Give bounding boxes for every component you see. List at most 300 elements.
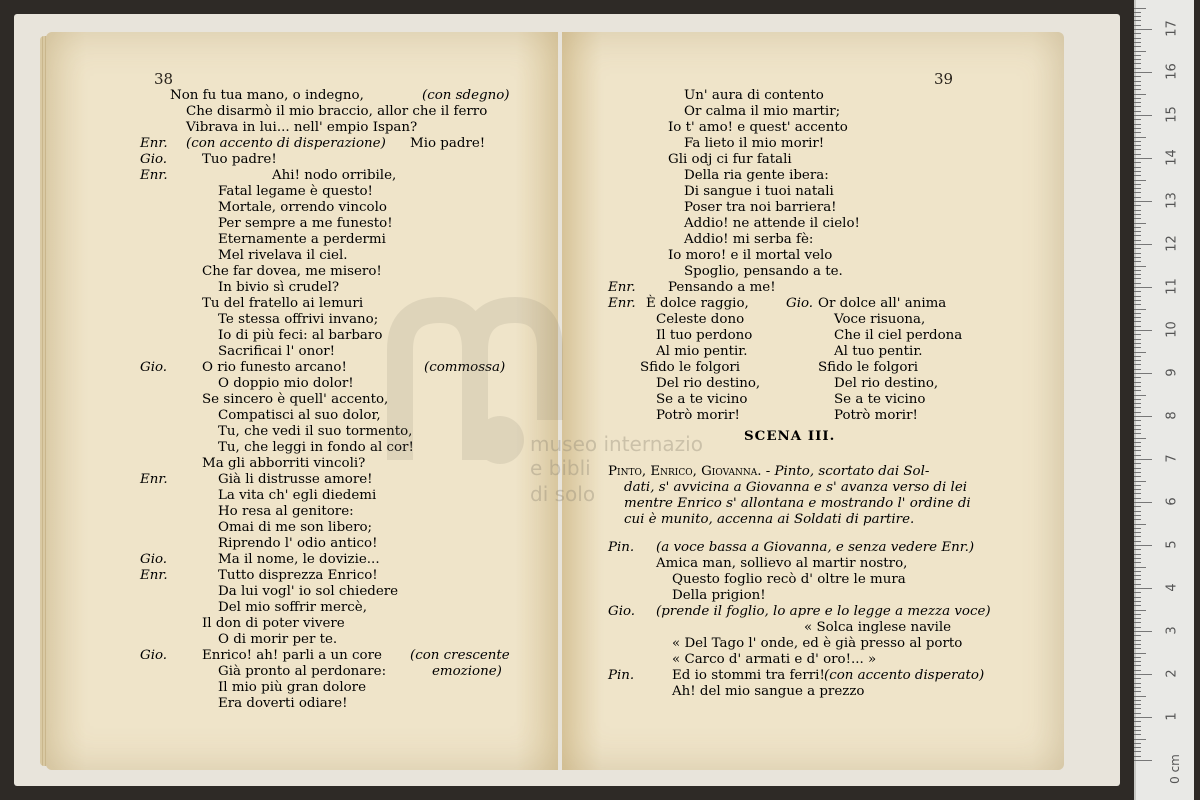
ruler-number: 9: [1164, 368, 1180, 377]
scene-stage-direction: [624, 480, 967, 496]
ruler-tick: [1134, 442, 1141, 443]
speaker-label: Gio.: [140, 648, 168, 663]
ruler-tick: [1134, 81, 1141, 82]
verse-line: Della ria gente ibera:: [684, 168, 829, 183]
ruler-number: 16: [1164, 63, 1180, 80]
ruler-tick: [1134, 46, 1141, 47]
stage-direction: (con accento disperato): [824, 668, 985, 683]
ruler-tick: [1134, 601, 1141, 602]
ruler-tick: [1134, 610, 1146, 611]
ruler-tick: [1134, 231, 1141, 232]
verse-line: Non fu tua mano, o indegno,: [170, 88, 364, 103]
ruler-tick: [1134, 481, 1146, 482]
ruler-tick: [1134, 446, 1141, 447]
verse-line: Se a te vicino: [834, 392, 926, 407]
ruler-tick: [1134, 756, 1141, 757]
verse-line: Ahi! nodo orribile,: [272, 168, 397, 183]
verse-line: Al mio pentir.: [656, 344, 748, 359]
stage-direction: (prende il foglio, lo apre e lo legge a mezza voce): [656, 604, 991, 619]
verse-line: Sacrificai l' onor!: [218, 344, 336, 359]
stage-direction-text: - Pinto, scortato dai Sol-: [761, 464, 930, 479]
ruler-tick: [1134, 124, 1141, 125]
verse-line: Mortale, orrendo vincolo: [218, 200, 387, 215]
ruler-tick: [1134, 352, 1146, 353]
ruler-tick: [1134, 524, 1146, 525]
ruler-number: 1: [1164, 712, 1180, 721]
ruler-tick: [1134, 605, 1141, 606]
ruler-tick: [1134, 691, 1141, 692]
scene-stage-direction: [624, 512, 914, 528]
ruler-tick: [1134, 721, 1141, 722]
verse-line: Poser tra noi barriera!: [684, 200, 837, 215]
ruler-tick: [1134, 205, 1141, 206]
ruler-tick: [1134, 653, 1146, 654]
verse-line: Ed io stommi tra ferri!: [672, 668, 825, 683]
verse-line: Del rio destino,: [656, 376, 761, 391]
ruler-tick: [1134, 244, 1152, 245]
ruler-tick: [1134, 55, 1141, 56]
ruler-tick: [1134, 115, 1152, 116]
ruler-tick: [1134, 261, 1141, 262]
ruler-number: 6: [1164, 497, 1180, 506]
verse-line: Tu, che leggi in fondo al cor!: [218, 440, 414, 455]
stage-direction-text: dati, s' avvicina a Giovanna e s' avanza verso di lei: [624, 480, 968, 495]
ruler-tick: [1134, 20, 1141, 21]
ruler-tick: [1134, 266, 1146, 267]
speaker-label: Gio.: [608, 604, 636, 619]
verse-line: Che far dovea, me misero!: [202, 264, 382, 279]
verse-line: Sfido le folgori: [818, 360, 919, 375]
verse-line: Da lui vogl' io sol chiedere: [218, 584, 399, 599]
speaker-label: Gio.: [786, 296, 814, 311]
verse-line: O doppio mio dolor!: [218, 376, 354, 391]
verse-line: Che disarmò il mio braccio, allor che il ferro: [186, 104, 488, 119]
ruler-tick: [1134, 42, 1141, 43]
ruler-tick: [1134, 223, 1146, 224]
verse-line: Del mio soffrir mercè,: [218, 600, 367, 615]
ruler-tick: [1134, 730, 1141, 731]
verse-line: Ma gli abborriti vincoli?: [202, 456, 366, 471]
ruler-number: 14: [1164, 149, 1180, 166]
page-number-right: 39: [934, 70, 954, 88]
stage-direction: (a voce bassa a Giovanna, e senza vedere Enr.): [656, 540, 975, 555]
verse-line: Il don di poter vivere: [202, 616, 345, 631]
ruler-tick: [1134, 571, 1141, 572]
verse-line: Ma il nome, le dovizie...: [218, 552, 380, 567]
ruler-tick: [1134, 343, 1141, 344]
ruler-tick: [1134, 287, 1152, 288]
ruler-tick: [1134, 8, 1146, 9]
ruler-tick: [1134, 747, 1141, 748]
ruler-tick: [1134, 240, 1141, 241]
ruler-tick: [1134, 395, 1146, 396]
verse-line: Ah! del mio sangue a prezzo: [672, 684, 865, 699]
ruler-tick: [1134, 106, 1141, 107]
ruler-tick: [1134, 149, 1141, 150]
stage-direction: (con sdegno): [422, 88, 510, 103]
ruler-tick: [1134, 708, 1141, 709]
verse-line: Io t' amo! e quest' accento: [668, 120, 848, 135]
ruler-tick: [1134, 192, 1141, 193]
ruler-tick: [1134, 541, 1141, 542]
ruler-tick: [1134, 687, 1141, 688]
ruler-tick: [1134, 296, 1141, 297]
verse-line: Della prigion!: [672, 588, 766, 603]
ruler-tick: [1134, 390, 1141, 391]
ruler-tick: [1134, 438, 1146, 439]
ruler-tick: [1134, 511, 1141, 512]
verse-line: Il tuo perdono: [656, 328, 753, 343]
verse-line: La vita ch' egli diedemi: [218, 488, 377, 503]
ruler-number: 4: [1164, 583, 1180, 592]
ruler-tick: [1134, 158, 1152, 159]
ruler-number: 12: [1164, 235, 1180, 252]
verse-line: Sfido le folgori: [640, 360, 741, 375]
ruler-number: 8: [1164, 411, 1180, 420]
scene-stage-direction: [608, 464, 929, 480]
ruler-tick: [1134, 627, 1141, 628]
verse-line: « Carco d' armati e d' oro!... »: [672, 652, 877, 667]
ruler-tick: [1134, 696, 1146, 697]
verse-line: « Del Tago l' onde, ed è già presso al porto: [672, 636, 963, 651]
ruler-tick: [1134, 493, 1141, 494]
stage-direction: (con crescente: [410, 648, 510, 663]
ruler-tick: [1134, 403, 1141, 404]
ruler-number: 7: [1164, 454, 1180, 463]
ruler-tick: [1134, 162, 1141, 163]
ruler-tick: [1134, 98, 1141, 99]
ruler-tick: [1134, 360, 1141, 361]
ruler-tick: [1134, 309, 1146, 310]
ruler-tick: [1134, 68, 1141, 69]
ruler-tick: [1134, 377, 1141, 378]
ruler-tick: [1134, 321, 1141, 322]
verse-line: Era doverti odiare!: [218, 696, 348, 711]
ruler-tick: [1134, 180, 1146, 181]
ruler-tick: [1134, 635, 1141, 636]
ruler-number: 13: [1164, 192, 1180, 209]
speaker-label: Enr.: [140, 568, 168, 583]
ruler-tick: [1134, 253, 1141, 254]
ruler-tick: [1134, 683, 1141, 684]
ruler-number: 17: [1164, 20, 1180, 37]
verse-line: Al tuo pentir.: [834, 344, 923, 359]
verse-line: Gli odj ci fur fatali: [668, 152, 792, 167]
ruler-tick: [1134, 270, 1141, 271]
stage-direction: (commossa): [424, 360, 506, 375]
stage-direction: (con accento di disperazione): [186, 136, 386, 151]
ruler-tick: [1134, 562, 1141, 563]
ruler-tick: [1134, 72, 1152, 73]
ruler-tick: [1134, 704, 1141, 705]
ruler-tick: [1134, 171, 1141, 172]
ruler-number: 2: [1164, 669, 1180, 678]
ruler-tick: [1134, 128, 1141, 129]
ruler-tick: [1134, 713, 1141, 714]
ruler-tick: [1134, 528, 1141, 529]
verse-line: Te stessa offrivi invano;: [218, 312, 379, 327]
ruler-tick: [1134, 313, 1141, 314]
watermark-line: museo internazio: [530, 432, 703, 456]
ruler-tick: [1134, 420, 1141, 421]
ruler-tick: [1134, 739, 1146, 740]
ruler-tick: [1134, 631, 1152, 632]
character-list: Pinto, Enrico, Giovanna.: [608, 464, 762, 479]
ruler-tick: [1134, 227, 1141, 228]
ruler-tick: [1134, 326, 1141, 327]
ruler-tick: [1134, 278, 1141, 279]
verse-line: Pensando a me!: [668, 280, 776, 295]
watermark-line: di solo: [530, 482, 596, 506]
ruler-tick: [1134, 334, 1141, 335]
verse-line: Amica man, sollievo al martir nostro,: [656, 556, 908, 571]
verse-line: Se sincero è quell' accento,: [202, 392, 389, 407]
ruler-tick: [1134, 188, 1141, 189]
verse-line: Enrico! ah! parli a un core: [202, 648, 382, 663]
ruler-tick: [1134, 519, 1141, 520]
ruler-tick: [1134, 407, 1141, 408]
ruler-tick: [1134, 416, 1152, 417]
ruler-tick: [1134, 498, 1141, 499]
ruler-tick: [1134, 201, 1152, 202]
ruler-tick: [1134, 532, 1141, 533]
speaker-label: Enr.: [608, 296, 636, 311]
ruler-tick: [1134, 16, 1141, 17]
ruler-tick: [1134, 184, 1141, 185]
verse-line: Il mio più gran dolore: [218, 680, 367, 695]
verse-line: Compatisci al suo dolor,: [218, 408, 381, 423]
ruler-tick: [1134, 584, 1141, 585]
verse-line: Questo foglio recò d' oltre le mura: [672, 572, 906, 587]
verse-line: Mel rivelava il ciel.: [218, 248, 348, 263]
ruler-tick: [1134, 558, 1141, 559]
ruler-tick: [1134, 339, 1141, 340]
verse-line: Ho resa al genitore:: [218, 504, 354, 519]
ruler-tick: [1134, 489, 1141, 490]
ruler-tick: [1134, 515, 1141, 516]
verse-line: Che il ciel perdona: [834, 328, 963, 343]
ruler-tick: [1134, 463, 1141, 464]
verse-line: È dolce raggio,: [646, 296, 749, 311]
ruler-tick: [1134, 485, 1141, 486]
ruler-tick: [1134, 89, 1141, 90]
ruler-tick: [1134, 700, 1141, 701]
ruler-tick: [1134, 38, 1141, 39]
ruler-tick: [1134, 102, 1141, 103]
ruler-tick: [1134, 661, 1141, 662]
ruler-tick: [1134, 506, 1141, 507]
verse-line: Potrò morir!: [656, 408, 740, 423]
verse-line: Un' aura di contento: [684, 88, 824, 103]
verse-line: Voce risuona,: [834, 312, 926, 327]
ruler-tick: [1134, 300, 1141, 301]
ruler-tick: [1134, 468, 1141, 469]
ruler-tick: [1134, 640, 1141, 641]
ruler-tick: [1134, 399, 1141, 400]
ruler-tick: [1134, 412, 1141, 413]
verse-line: Tu, che vedi il suo tormento,: [218, 424, 413, 439]
speaker-label: Gio.: [140, 152, 168, 167]
ruler-tick: [1134, 29, 1152, 30]
verse-line: Io di più feci: al barbaro: [218, 328, 383, 343]
ruler-tick: [1134, 167, 1141, 168]
ruler-tick: [1134, 579, 1141, 580]
ruler-tick: [1134, 734, 1141, 735]
scene-stage-direction: [624, 496, 971, 512]
ruler-tick: [1134, 132, 1141, 133]
ruler-tick: [1134, 614, 1141, 615]
verse-line: Di sangue i tuoi natali: [684, 184, 834, 199]
ruler-tick: [1134, 274, 1141, 275]
verse-line: Omai di me son libero;: [218, 520, 373, 535]
ruler-tick: [1134, 429, 1141, 430]
ruler-tick: [1134, 450, 1141, 451]
ruler-number: 3: [1164, 626, 1180, 635]
ruler-tick: [1134, 476, 1141, 477]
ruler-tick: [1134, 63, 1141, 64]
verse-line: Già li distrusse amore!: [218, 472, 373, 487]
ruler-tick: [1134, 726, 1141, 727]
verse-line: Tu del fratello ai lemuri: [202, 296, 364, 311]
ruler-tick: [1134, 141, 1141, 142]
ruler-tick: [1134, 364, 1141, 365]
verse-line: Fa lieto il mio morir!: [684, 136, 825, 151]
verse-line: Già pronto al perdonare:: [218, 664, 387, 679]
ruler-unit-label: 0 cm: [1167, 754, 1182, 784]
ruler-tick: [1134, 51, 1146, 52]
ruler-number: 11: [1164, 278, 1180, 295]
ruler-tick: [1134, 111, 1141, 112]
speaker-label: Enr.: [608, 280, 636, 295]
stage-direction-text: cui è munito, accenna ai Soldati di partire.: [624, 512, 915, 527]
ruler-tick: [1134, 592, 1141, 593]
ruler-tick: [1134, 317, 1141, 318]
stage-direction-text: mentre Enrico s' allontana e mostrando l' ordine di: [624, 496, 971, 511]
ruler-tick: [1134, 59, 1141, 60]
ruler-tick: [1134, 536, 1141, 537]
verse-line: Vibrava in lui... nell' empio Ispan?: [186, 120, 418, 135]
ruler-tick: [1134, 145, 1141, 146]
ruler-tick: [1134, 644, 1141, 645]
ruler-number: 5: [1164, 540, 1180, 549]
ruler-tick: [1134, 648, 1141, 649]
ruler-tick: [1134, 657, 1141, 658]
ruler-tick: [1134, 751, 1141, 752]
speaker-label: Pin.: [608, 540, 635, 555]
ruler-tick: [1134, 210, 1141, 211]
ruler-tick: [1134, 154, 1141, 155]
scene-heading: SCENA III.: [744, 428, 836, 444]
verse-line: Tutto disprezza Enrico!: [218, 568, 378, 583]
ruler-tick: [1134, 304, 1141, 305]
ruler-tick: [1134, 25, 1141, 26]
ruler-tick: [1134, 12, 1141, 13]
ruler-tick: [1134, 670, 1141, 671]
verse-line: Addio! mi serba fè:: [684, 232, 814, 247]
ruler-tick: [1134, 257, 1141, 258]
verse-line: Potrò morir!: [834, 408, 918, 423]
ruler-tick: [1134, 502, 1152, 503]
watermark-line: e bibli: [530, 456, 591, 480]
ruler-tick: [1134, 760, 1152, 761]
ruler-tick: [1134, 373, 1152, 374]
verse-line: « Solca inglese navile: [804, 620, 952, 635]
verse-line: O di morir per te.: [218, 632, 338, 647]
ruler-tick: [1134, 549, 1141, 550]
ruler-tick: [1134, 347, 1141, 348]
speaker-label: Pin.: [608, 668, 635, 683]
verse-line: Io moro! e il mortal velo: [668, 248, 833, 263]
verse-line: Or calma il mio martir;: [684, 104, 841, 119]
verse-line: Riprendo l' odio antico!: [218, 536, 378, 551]
verse-line: Addio! ne attende il cielo!: [684, 216, 860, 231]
ruler-tick: [1134, 597, 1141, 598]
verse-line: Del rio destino,: [834, 376, 939, 391]
speaker-label: Gio.: [140, 552, 168, 567]
speaker-label: Gio.: [140, 360, 168, 375]
verse-line: Spoglio, pensando a te.: [684, 264, 843, 279]
ruler-tick: [1134, 665, 1141, 666]
ruler-tick: [1134, 76, 1141, 77]
verse-line: Eternamente a perdermi: [218, 232, 386, 247]
page-number-left: 38: [154, 70, 174, 88]
verse-line: Tuo padre!: [202, 152, 277, 167]
ruler-tick: [1134, 743, 1141, 744]
ruler-tick: [1134, 137, 1146, 138]
verse-line: O rio funesto arcano!: [202, 360, 347, 375]
ruler-tick: [1134, 291, 1141, 292]
ruler-tick: [1134, 175, 1141, 176]
ruler-tick: [1134, 545, 1152, 546]
speaker-label: Enr.: [140, 168, 168, 183]
ruler-tick: [1134, 575, 1141, 576]
ruler-tick: [1134, 425, 1141, 426]
stage-direction: emozione): [432, 664, 502, 679]
ruler-tick: [1134, 94, 1146, 95]
ruler-tick: [1134, 455, 1141, 456]
verse-line: In bivio sì crudel?: [218, 280, 340, 295]
speaker-label: Enr.: [140, 472, 168, 487]
ruler-tick: [1134, 369, 1141, 370]
ruler-tick: [1134, 678, 1141, 679]
ruler-tick: [1134, 283, 1141, 284]
ruler-tick: [1134, 197, 1141, 198]
verse-line: Se a te vicino: [656, 392, 748, 407]
ruler-tick: [1134, 214, 1141, 215]
ruler-tick: [1134, 235, 1141, 236]
ruler-tick: [1134, 382, 1141, 383]
ruler-number: 15: [1164, 106, 1180, 123]
speaker-label: Enr.: [140, 136, 168, 151]
ruler-tick: [1134, 248, 1141, 249]
verse-line: Or dolce all' anima: [818, 296, 947, 311]
ruler-tick: [1134, 674, 1152, 675]
ruler-tick: [1134, 472, 1141, 473]
ruler-tick: [1134, 386, 1141, 387]
ruler-number: 10: [1164, 321, 1180, 338]
ruler-tick: [1134, 717, 1152, 718]
ruler-tick: [1134, 622, 1141, 623]
ruler-tick: [1134, 588, 1152, 589]
verse-line: Fatal legame è questo!: [218, 184, 373, 199]
ruler-tick: [1134, 330, 1152, 331]
ruler-tick: [1134, 119, 1141, 120]
ruler-tick: [1134, 218, 1141, 219]
ruler-tick: [1134, 433, 1141, 434]
ruler-tick: [1134, 618, 1141, 619]
ruler-tick: [1134, 85, 1141, 86]
verse-line: Mio padre!: [410, 136, 486, 151]
